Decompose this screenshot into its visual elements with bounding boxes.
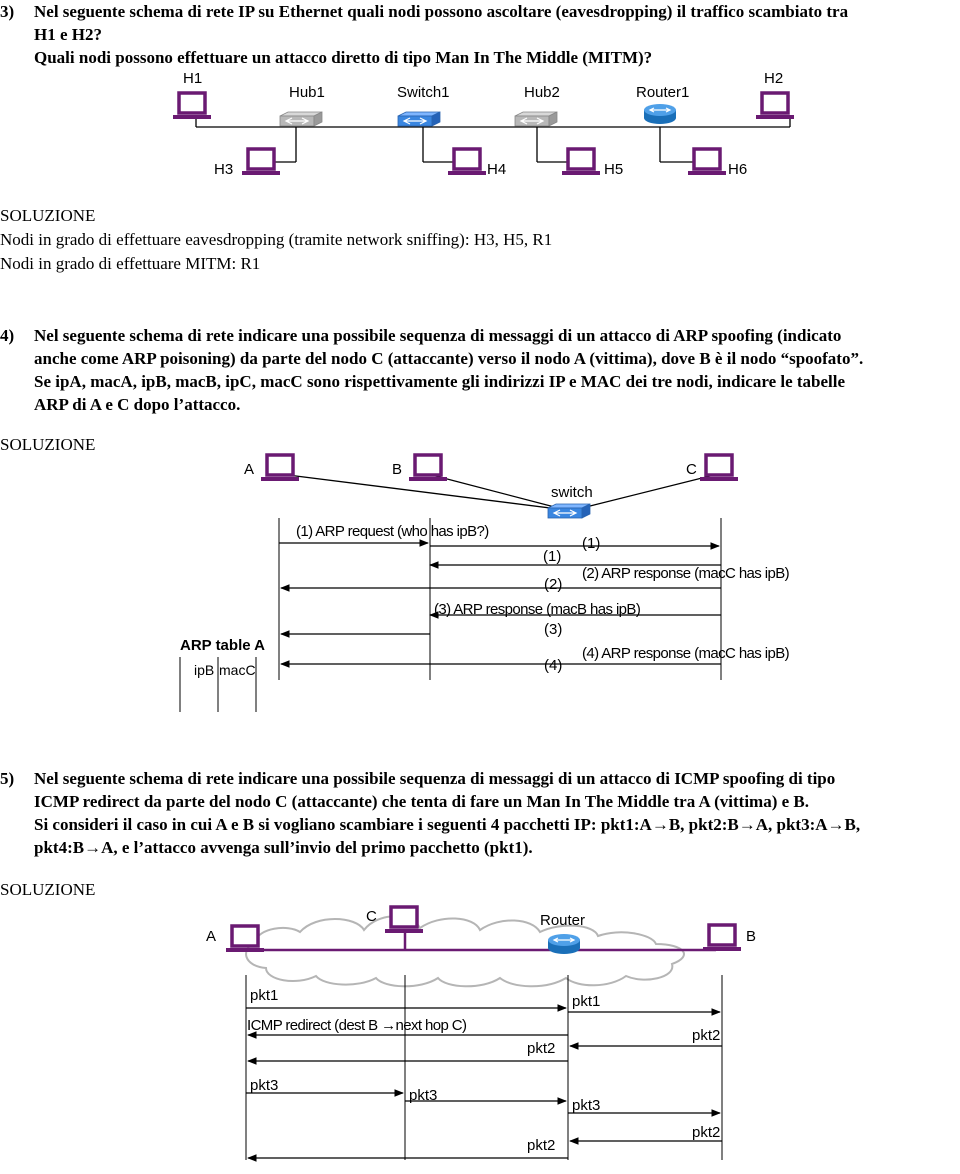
question-number: 4) (0, 326, 15, 345)
arp-table-mac: macC (219, 662, 256, 678)
label-h6: H6 (728, 161, 748, 178)
switch-icon (548, 504, 590, 518)
h2-computer-icon (756, 93, 794, 119)
question-number: 3) (0, 2, 15, 21)
label-msg4-c: (4) ARP response (macC has ipB) (582, 645, 790, 662)
node-a-computer-icon (226, 926, 264, 952)
hub1-icon (280, 112, 322, 126)
label-msg1: (1) ARP request (who has ipB?) (296, 523, 489, 540)
label-router: Router (540, 912, 586, 929)
label-switch: switch (551, 484, 593, 501)
question-line: Si consideri il caso in cui A e B si vogliano scambiare i seguenti 4 pacchetti IP: pkt1:A→B, pkt2:B→A, pkt3:A→B, (34, 815, 861, 834)
label-h5: H5 (604, 161, 624, 178)
question-line: Se ipA, macA, ipB, macB, ipC, macC sono rispettivamente gli indirizzi IP e MAC dei tre nodi, indicare le tabelle (34, 372, 846, 391)
label-msg3-a: (3) (544, 621, 563, 638)
question-line: Nel seguente schema di rete IP su Ethernet quali nodi possono ascoltare (eavesdropping) il traffico scambiato tra (34, 2, 849, 21)
question-number: 5) (0, 769, 15, 788)
solution-heading: SOLUZIONE (0, 880, 96, 899)
label-pkt2-c: pkt2 (527, 1040, 556, 1057)
label-msg4-a: (4) (544, 657, 563, 674)
h3-computer-icon (242, 149, 280, 175)
h1-computer-icon (173, 93, 211, 119)
label-msg2-c: (2) ARP response (macC has ipB) (582, 565, 790, 582)
router1-icon (644, 104, 676, 124)
label-pkt1-a: pkt1 (250, 987, 279, 1004)
label-node-b: B (746, 928, 757, 945)
question-line: H1 e H2? (34, 25, 102, 44)
question-line: anche come ARP poisoning) da parte del nodo C (attaccante) verso il nodo A (vittima), dove B è il nodo “spoofato”. (34, 349, 864, 368)
answer-mitm: Nodi in grado di effettuare MITM: R1 (0, 254, 261, 273)
arp-table-title: ARP table A (180, 637, 266, 654)
label-h2: H2 (764, 70, 784, 87)
h5-computer-icon (562, 149, 600, 175)
node-b-computer-icon (703, 925, 741, 951)
h4-computer-icon (448, 149, 486, 175)
label-router1: Router1 (636, 84, 690, 101)
label-node-a: A (206, 928, 217, 945)
label-node-c: C (366, 908, 377, 925)
question-line: Nel seguente schema di rete indicare una possibile sequenza di messaggi di un attacco di ICMP spoofing di tipo (34, 769, 836, 788)
node-b-computer-icon (409, 455, 447, 481)
label-node-a: A (244, 461, 255, 478)
question-line: pkt4:B→A, e l’attacco avvenga sull’invio del primo pacchetto (pkt1). (34, 838, 533, 857)
label-h4: H4 (487, 161, 507, 178)
label-msg1-c: (1) (582, 535, 601, 552)
hub2-icon (515, 112, 557, 126)
label-pkt2b-c: pkt2 (527, 1137, 556, 1154)
label-hub1: Hub1 (289, 84, 325, 101)
label-node-b: B (392, 461, 403, 478)
question-line: Nel seguente schema di rete indicare una possibile sequenza di messaggi di un attacco di ARP spoofing (indicato (34, 326, 842, 345)
label-pkt2b-r: pkt2 (692, 1124, 721, 1141)
solution-heading: SOLUZIONE (0, 206, 96, 225)
label-hub2: Hub2 (524, 84, 560, 101)
label-switch1: Switch1 (397, 84, 450, 101)
label-icmp-redirect: ICMP redirect (dest B →next hop C) (247, 1017, 467, 1034)
q5-icmp-diagram (206, 907, 756, 1160)
node-c-computer-icon (700, 455, 738, 481)
question-line: ARP di A e C dopo l’attacco. (34, 395, 241, 414)
arp-table-ip: ipB (194, 662, 215, 678)
label-msg1-b: (1) (543, 548, 562, 565)
label-h3: H3 (214, 161, 234, 178)
label-pkt3-c: pkt3 (409, 1087, 438, 1104)
q3-network-diagram (173, 70, 794, 178)
label-pkt2-r: pkt2 (692, 1027, 721, 1044)
solution-heading: SOLUZIONE (0, 435, 96, 454)
label-pkt3-a: pkt3 (250, 1077, 279, 1094)
question-line: ICMP redirect da parte del nodo C (attaccante) che tenta di fare un Man In The Middle tra A (vittima) e B. (34, 792, 809, 811)
label-msg3-b: (3) ARP response (macB has ipB) (434, 601, 641, 618)
router-icon (548, 934, 580, 954)
switch1-icon (398, 112, 440, 126)
answer-eavesdropping: Nodi in grado di effettuare eavesdropping (tramite network sniffing): H3, H5, R1 (0, 230, 553, 249)
q4-arp-diagram (180, 455, 790, 712)
label-msg2-a: (2) (544, 576, 563, 593)
network-cloud (246, 916, 684, 986)
node-a-computer-icon (261, 455, 299, 481)
label-pkt3-r: pkt3 (572, 1097, 601, 1114)
question-line: Quali nodi possono effettuare un attacco diretto di tipo Man In The Middle (MITM)? (34, 48, 653, 67)
h6-computer-icon (688, 149, 726, 175)
label-pkt1-r: pkt1 (572, 993, 601, 1010)
label-node-c: C (686, 461, 697, 478)
node-c-computer-icon (385, 907, 423, 933)
label-h1: H1 (183, 70, 203, 87)
